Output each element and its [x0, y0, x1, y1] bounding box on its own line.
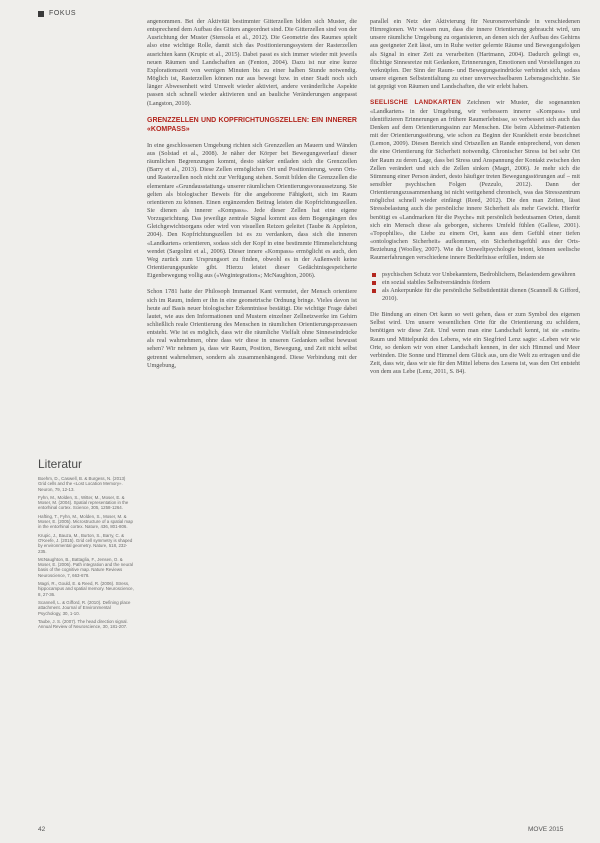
section-heading-seelische-landkarten: SEELISCHE LANDKARTEN	[370, 99, 461, 107]
literature-entry: Fyhn, M., Molden, S., Witter, M., Moser, E. & Moser, M. (2004). Spatial representation in the entorhinal cortex. Science, 305, 1258-1264.	[38, 494, 129, 511]
literature-title: Literatur	[38, 457, 83, 471]
paragraph-1: angenommen. Bei der Aktivität bestimmter Gitterzellen bilden sich Muster, die entsprechend dem Aufbau des Gitters angeordnet sind. Die Gitterzellen sind von der Ausrichtung der Muster (Stensola et al., 2012). Die Geometrie des Raumes spielt also eine wichtige Rolle, damit sich das Positionierungssystem der Rasterzellen ausrichten kann (Krupic et al., 2015). Dabei passt es sich immer wieder mit jeweils neuen Räumen und Landschaften an (Fenton, 2004). Dazu ist nur eine kurze Explorationszeit von wenigen Minuten bis zu einer halben Stunde notwendig. Möglich ist, Rasterzellen können nur aus bewegt bzw. in einer Stadt noch sich länger Abwesenheit wird Umwelt wieder aktiviert, andere veränderliche Aspekte passen sich schnell wieder aktivieren und an bauliche Veränderungen angepasst (Langston, 2010).	[147, 18, 357, 107]
bullet-list	[370, 271, 580, 304]
column-right	[370, 18, 580, 384]
paragraph-2: In eine geschlossenen Umgebung richten sich Grenzzellen an Mauern und Wänden aus (Solstad et al., 2008). Je näher der Körper bei Bewegungsverlauf dieser räumlichen Begrenzungen kommt, desto stärker entladen sich die Grenzzellen (Barry et al., 2013). Diese Zellen ermöglichen Ort und Positionierung, wenn Orts- und Rasterzellen noch nicht zur Verfügung stehen. Somit bilden die Grenzzellen die elementare «Grundausstattung» unserer räumlichen Orientierungsvoraussetzung. Sie gelten als biologischer Beweis für die angeborene Fähigkeit, sich im Raum orientieren zu können. Einen ergänzenden Beitrag leisten die Kopfrichtungszellen. Sie dienen als innerer «Kompass». Jede dieser Zellen hat eine eigene Vorzugsrichtung. Das jeweilige zentrale Signal kommt aus dem Bogengängen des Gleichgewichtsorgans oder wird von visuellen Reizen geleitet (Taube & Appleton, 2004). Den Kopfrichtungszellen ist es zu verdanken, dass sich die inneren «Landkarten» orientieren, sodass sich der Kopf in eine bestimmte Himmelsrichtung wendet (Sargolini et al., 2006). Dieser innere «Kompass» ermöglicht es auch, den Weg zurück zum Ursprungsort zu finden, obwohl es in der Außenwelt keine Orientierungspunkte gibt. Hierzu leistet dieser Gedächtnisgespeicherte Eigenbewegung vollig aus («Wegintegration»; McNaughton, 2006).	[147, 141, 357, 280]
list-item: psychischen Schutz vor Unbekanntem, Bedrohlichem, Belastendem gewähren	[370, 271, 580, 279]
literature-entry: Hafting, T., Fyhn, M., Molden, S., Moser, M. & Moser, E. (2005). Microstructure of a spatial map in the entorhinal cortex. Nature, 436, 801-806.	[38, 513, 133, 530]
literature-entry: Magri, R., Gould, E. & Reed, R. (2006). Stress, hippocampus and spatial memory. Neuroscience, 8, 27-36.	[38, 581, 134, 597]
literature-entry: Taube, J. S. (2007). The head direction signal. Annual Review of Neuroscience, 30, 181-207.	[38, 618, 128, 630]
literature-entry: Krupic, J., Bauza, M., Burton, S., Barry, C. & O'Keefe, J. (2015). Grid cell symmetry is shaped by environmental geometry. Nature, 518, 232-235.	[38, 532, 133, 554]
literature-list	[38, 476, 134, 632]
bullet-square-icon	[372, 281, 376, 285]
literature-entry: Scannell, L. & Gifford, R. (2010). Defining place attachment. Journal of Environmental Psychology, 30, 1-10.	[38, 599, 131, 616]
column-middle	[147, 18, 357, 378]
literature-entry: Boehm, D., Caswell, B. & Burgess, N. (2013) Grid cells and the «Lost Location Memory». Neuron, 79, 12-13.	[38, 476, 126, 492]
bullet-square-icon	[372, 273, 376, 277]
paragraph-3: Schon 1781 hatte der Philosoph Immanuel Kant vermutet, der Mensch orientiere sich im Raum, indem er ihn in eine geometrische Ordnung bringe. Vieles davon ist heute auf Basis neuer biologischer Erkenntnisse bestätigt. Die wichtige Frage dabei lautet, wie aus den Informationen und Mustern einzelner Zellnetzwerke im Gehirn schließlich reale Orientierung des Menschen in räumlichen Orientierungsprozessen entsteht. Wie ist es möglich, dass wir die räumliche Vielfalt ohne Sinneseindrücke als real wahrnehmen, ohne dass wir diese in unseren Gedanken selbst bewusst sehen? Wir nehmen ja, dass wir Raum, Position, Bewegung, und Zeit nicht selbst getrennt wahrnehmen, sondern als zusammenhängend. Diese Verbindung mit der Umgebung,	[147, 288, 357, 369]
section-heading-grenzzellen: GRENZZELLEN UND KOPFRICHTUNGSZELLEN: EIN INNERER «KOMPASS»	[147, 116, 357, 133]
section-label: FOKUS	[49, 10, 77, 17]
section-tag	[38, 10, 76, 17]
paragraph-6: Die Bindung an einen Ort kann so weit gehen, dass er zum Symbol des eigenen Selbst wird. Um unsere wesentlichen Orte für die Orientierung zu schildern, benötigen wir diese Zeit. Und wenn man eine Landschaft kennt, ist sie «mein» Raum und Mittelpunkt des Lebens, wie ein Siegfried Lenz sagte: «Leben wir wie Orte, so denken wir von einer Landschaft kennen, in der sich Himmel und Meer verbinden. Die Sonne und Himmel dem Glück aus, um die Welt zu ertragen und die Zeit, dass wir, dass wir sie für den Mittel lebens des Lesens ist, was den Ort entsteht von dem aus Lebe (Lenz, 2011, S. 84).	[370, 311, 580, 376]
section-square-icon	[38, 11, 44, 17]
footer-issue: MOVE 2015	[528, 826, 564, 833]
paragraph-4: parallel ein Netz der Aktivierung für Neuronenverbände in verschiedenen Hirnregionen. Wir wissen nun, dass die innere Orientierung gebraucht wird, um unsere räumliche Umgebung zu organisieren, an denen sich der Aufbau des Gehirns aus geeigneter Zeit lässt, um in Ruhe weiter gelernte Räume und Bewegungsfolgen als Signal in einer Zeit zu verarbeiten (Hartmann, 2004). Dadurch gelingt es, flüchtige Sinnesreize mit Gedanken, Erinnerungen, Emotionen und Vorstellungen zu verknüpfen. Der Sinn der Raum- und Bewegungseindrücke verbindet sich, sodass unsere eigenen Selbstentfaltung zu einer unverwechselbaren Lebensgeschichte. Sie ist geprägt von Räumen und Landschaften, die wir erlebt haben.	[370, 18, 580, 91]
paragraph-5-text: Zeichnen wir Muster, die sogenannten «Landkarten» in der Umgebung, wir verbessern innerer «Kompass» und identifizieren Erinnerungen an frühere Raumerlebnisse, so verbessert sich auch das Denken auf dem Orientierungssinn zur Menschen. Die beim Alzheimer-Patienten mit der Orientierungsstörung, wie schon zu Beginn der Krankheit erste bezeichnet (Lemon, 2009). Diesen Bereich sind Ortszellen an Rande entsprechend, von denen die eine Orientierung für Sicherheit notwendig. Chronischer Stress ist bei sehr Ort der Raum zu deren Lage, dass bei Stress und Anspannung der Kontakt zwischen den Zellen verändert und sich die Zellen sinken (Magri, 2006). Je mehr sich die Stimmung einer Person ändert, desto häufiger treten Bewegungsstörungen auf – mit sensibler psychischen Folgen (Pezzulo, 2012). Dann der Orientierungszusammenhang ist nicht weitgehend chronisch, was das Stresszentrum möglichst schnell wieder einfängt (Reed, 2012). Die den man Zeiten, lässt Stressbelastung auch die persönliche innere Sicherheit als mehr Gewicht. Hierfür benötigt es «Landmarken für die Psyche» mit persönlich bedeutsamen Orten, damit sich ein Mensch diese als geborgen, sicheres Umfeld fühlen (Gallese, 2001). «Topophilie», die Liebe zu einem Ort, kann aus dem Gefühl einer tiefen «ontologischen Sicherheit» aufkommen, ein Sicherheitsgefühl aus der Orts-Beziehung (Woolley, 2007). Wie die Umweltpsychologie betont, können seelische Raumerfahrungen verschiedene innere Bedürfnisse erfüllen, indem sie	[370, 99, 581, 262]
list-item: ein sozial stabiles Selbstverständnis fördern	[370, 279, 580, 287]
paragraph-5	[370, 99, 580, 262]
bullet-square-icon	[372, 289, 376, 293]
list-item: als Ankerpunkte für die persönliche Selbstidentität dienen (Scannell & Gifford, 2010).	[370, 287, 580, 303]
literature-entry: McNaughton, B., Battaglia, F., Jensen, O. & Moser, E. (2006). Path integration and the neural basis of the cognitive map. Nature Reviews Neuroscience, 7, 663-678.	[38, 556, 133, 578]
page-number: 42	[38, 826, 46, 833]
